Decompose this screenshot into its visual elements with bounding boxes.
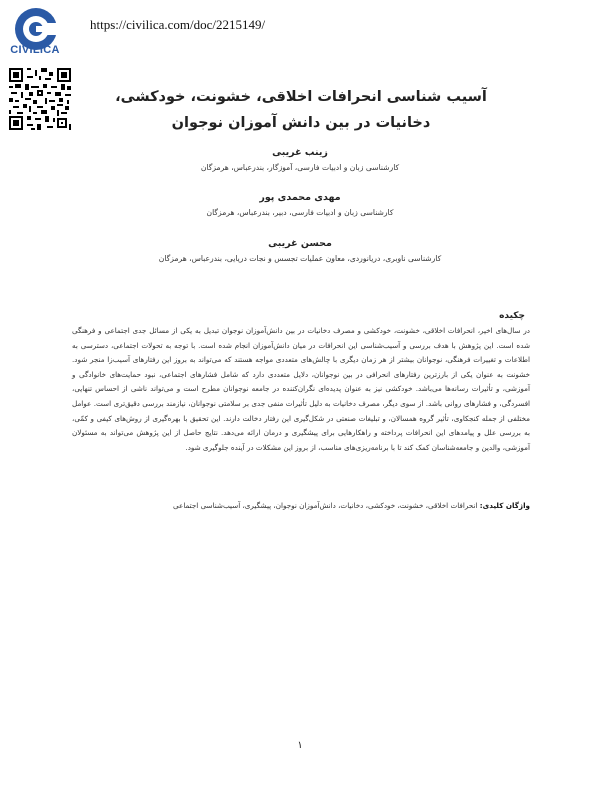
abstract-heading: چکیده <box>499 311 525 321</box>
logo-text: CIVILICA <box>10 44 60 56</box>
author-name: زینب غریبی <box>272 147 328 158</box>
author-affiliation: کارشناسی زبان و ادبیات فارسی، آموزگار، بندرعباس، هرمزگان <box>200 163 400 172</box>
author-block-3 <box>100 236 500 266</box>
keywords-label: واژگان کلیدی: <box>479 501 530 510</box>
keywords <box>72 499 530 513</box>
qr-code-icon <box>9 68 71 130</box>
abstract-body: در سال‌های اخیر، انحرافات اخلاقی، خشونت، خودکشی و مصرف دخانیات در بین دانش‌آموزان نوجوان تبدیل به یکی از مسائل جدی اجتماعی و فرهنگی شده است. این پژوهش با هدف بررسی و آسیب‌شناسی این انحرافات در میان دانش‌آموزان انجام شده است. با توجه به تحولات اجتماعی، دسترسی به اطلاعات و تغییرات فرهنگی، نوجوانان بیشتر از هر زمان دیگری با چالش‌های متعددی مواجه هستند که می‌تواند به بروز این رفتارهای آسیب‌زا منجر شود. خشونت به عنوان یکی از بارزترین رفتارهای انحرافی در بین نوجوانان، دلایل متعددی دارد که شامل فشارهای اجتماعی، نبود حمایت‌های خانوادگی و آموزشی، و تأثیرات رسانه‌ها می‌باشد. خودکشی نیز به عنوان پدیده‌ای نگران‌کننده در جامعه نوجوانان مطرح است و می‌تواند ناشی از احساس تنهایی، افسردگی، و فشارهای روانی باشد. از سوی دیگر، مصرف دخانیات به دلیل تأثیرات منفی جدی بر سلامتی نوجوانان، نیازمند بررسی دقیق‌تری است. عوامل مختلفی از جمله کنجکاوی، تأثیر گروه همسالان، و تبلیغات صنعتی در شکل‌گیری این رفتار دخالت دارند. این تحقیق با بهره‌گیری از روش‌های کیفی و کمّی، به بررسی علل و پیامدهای این انحرافات پرداخته و راهکارهایی برای پیشگیری و درمان ارائه می‌دهد. نتایج حاصل از این پژوهش می‌تواند به مسئولان آموزشی، والدین و جامعه‌شناسان کمک کند تا با برنامه‌ریزی‌های مناسب، از بروز این مشکلات در آینده جلوگیری شود. <box>72 326 530 452</box>
author-name: مهدی محمدی پور <box>259 192 341 203</box>
document-url[interactable]: https://civilica.com/doc/2215149/ <box>90 17 266 32</box>
author-name: محسن غریبی <box>268 238 332 249</box>
page-number: ۱ <box>297 740 303 751</box>
keywords-list: انحرافات اخلاقی، خشونت، خودکشی، دخانیات، دانش‌آموزان نوجوان، پیشگیری، آسیب‌شناسی اجتماعی <box>173 501 478 510</box>
document-title: آسیب شناسی انحرافات اخلاقی، خشونت، خودکشی، دخانیات در بین دانش آموزان نوجوان <box>115 89 487 131</box>
author-block-2 <box>100 190 500 220</box>
author-block-1 <box>100 145 500 175</box>
author-affiliation: کارشناسی زبان و ادبیات فارسی، دبیر، بندرعباس، هرمزگان <box>206 208 394 217</box>
author-affiliation: کارشناسی ناوبری، دریانوردی، معاون عملیات تجسس و نجات دریایی، بندرعباس، هرمزگان <box>158 254 442 263</box>
